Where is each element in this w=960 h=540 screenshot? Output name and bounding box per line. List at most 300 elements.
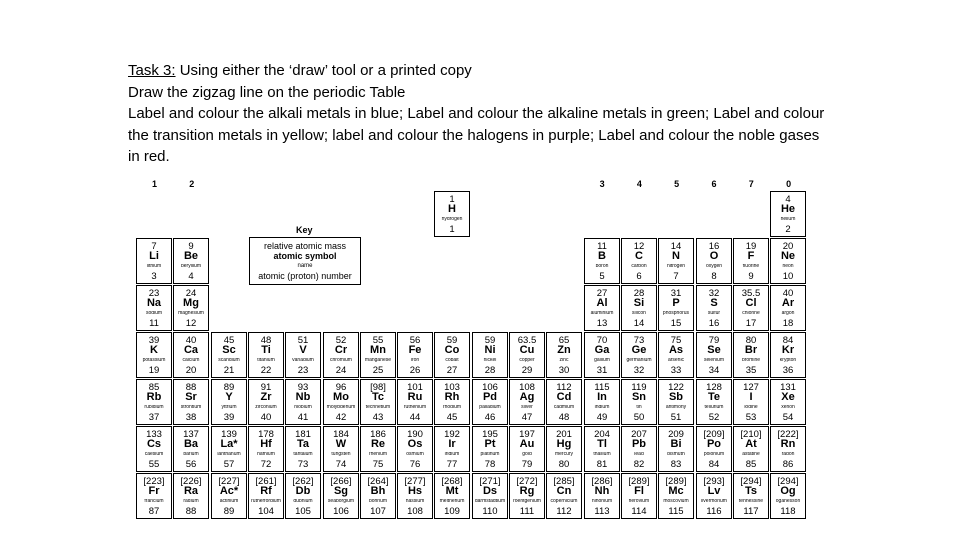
atomic-symbol: Hf xyxy=(260,438,272,450)
element-cell-v[interactable] xyxy=(285,332,321,378)
element-name: molybdenum xyxy=(326,405,356,410)
atomic-symbol: Fl xyxy=(634,485,644,497)
atomic-symbol: Nh xyxy=(594,485,610,497)
relative-atomic-mass: 103 xyxy=(444,382,460,393)
relative-atomic-mass: 101 xyxy=(407,382,423,393)
element-name: francium xyxy=(144,499,164,504)
atomic-symbol: Sr xyxy=(185,391,197,403)
element-cell-rf[interactable] xyxy=(248,473,284,519)
atomic-symbol: Ba xyxy=(183,438,199,450)
atomic-symbol: Si xyxy=(633,297,645,309)
atomic-symbol: Og xyxy=(780,485,796,497)
element-name: sodium xyxy=(145,311,163,316)
relative-atomic-mass: 24 xyxy=(185,288,197,299)
atomic-symbol: K xyxy=(150,344,158,356)
atomic-symbol: La* xyxy=(220,438,238,450)
element-cell-i[interactable] xyxy=(733,379,769,425)
atomic-symbol: In xyxy=(597,391,607,403)
element-cell-o[interactable] xyxy=(696,238,732,284)
atomic-number: 4 xyxy=(188,271,194,282)
element-name: thallium xyxy=(593,452,611,457)
atomic-symbol: Ar xyxy=(781,297,795,309)
relative-atomic-mass: 40 xyxy=(185,335,197,346)
atomic-number: 25 xyxy=(372,365,384,376)
atomic-number: 1 xyxy=(449,224,455,235)
element-cell-sb[interactable] xyxy=(658,379,694,425)
relative-atomic-mass: [226] xyxy=(180,476,202,487)
element-cell-at[interactable] xyxy=(733,426,769,472)
relative-atomic-mass: [286] xyxy=(591,476,613,487)
element-cell-ba[interactable] xyxy=(173,426,209,472)
atomic-symbol: Pb xyxy=(631,438,647,450)
atomic-number: 29 xyxy=(521,365,533,376)
element-cell-mo[interactable] xyxy=(323,379,359,425)
element-cell-ra[interactable] xyxy=(173,473,209,519)
atomic-number: 40 xyxy=(260,412,272,423)
atomic-number: 11 xyxy=(149,318,159,329)
element-cell-db[interactable] xyxy=(285,473,321,519)
atomic-number: 74 xyxy=(335,459,347,470)
element-name: niobium xyxy=(294,405,312,410)
element-cell-fe[interactable] xyxy=(397,332,433,378)
relative-atomic-mass: [271] xyxy=(479,476,501,487)
relative-atomic-mass: [266] xyxy=(330,476,352,487)
element-name: platinum xyxy=(480,452,500,457)
element-name: nitrogen xyxy=(666,264,686,269)
element-cell-pt[interactable] xyxy=(472,426,508,472)
atomic-symbol: Zr xyxy=(260,391,272,403)
atomic-number: 50 xyxy=(633,412,645,423)
atomic-number: 87 xyxy=(148,506,160,517)
atomic-number: 76 xyxy=(409,459,421,470)
element-cell-tl[interactable] xyxy=(584,426,620,472)
atomic-number: 110 xyxy=(482,506,498,517)
element-cell-hf[interactable] xyxy=(248,426,284,472)
atomic-number: 116 xyxy=(706,506,722,517)
relative-atomic-mass: 11 xyxy=(597,241,607,252)
relative-atomic-mass: 139 xyxy=(221,429,237,440)
atomic-number: 107 xyxy=(370,506,386,517)
relative-atomic-mass: 7 xyxy=(151,241,157,252)
relative-atomic-mass: 35.5 xyxy=(741,288,761,299)
element-cell-la[interactable] xyxy=(211,426,247,472)
atomic-number: 104 xyxy=(258,506,274,517)
atomic-symbol: C xyxy=(635,250,643,262)
atomic-number: 79 xyxy=(521,459,533,470)
relative-atomic-mass: 127 xyxy=(743,382,759,393)
atomic-number: 75 xyxy=(372,459,384,470)
atomic-number: 20 xyxy=(185,365,197,376)
element-name: nickel xyxy=(483,358,497,363)
element-cell-cs[interactable] xyxy=(136,426,172,472)
element-cell-c[interactable] xyxy=(621,238,657,284)
atomic-symbol: Zn xyxy=(557,344,571,356)
element-cell-tc[interactable] xyxy=(360,379,396,425)
atomic-symbol: Pt xyxy=(484,438,496,450)
atomic-symbol: Ag xyxy=(519,391,535,403)
element-cell-rn[interactable] xyxy=(770,426,806,472)
relative-atomic-mass: 91 xyxy=(260,382,272,393)
atomic-number: 26 xyxy=(409,365,421,376)
element-name: astatine xyxy=(742,452,760,457)
atomic-symbol: Fe xyxy=(408,344,422,356)
element-cell-bi[interactable] xyxy=(658,426,694,472)
atomic-symbol: Mn xyxy=(370,344,386,356)
atomic-symbol: Os xyxy=(407,438,423,450)
atomic-symbol: Ne xyxy=(780,250,796,262)
element-cell-mg[interactable] xyxy=(173,285,209,331)
atomic-number: 42 xyxy=(335,412,347,423)
element-name: moscovium xyxy=(663,499,689,504)
element-cell-y[interactable] xyxy=(211,379,247,425)
atomic-symbol: Sg xyxy=(333,485,349,497)
element-cell-zr[interactable] xyxy=(248,379,284,425)
atomic-symbol: Ds xyxy=(482,485,498,497)
atomic-number: 39 xyxy=(223,412,235,423)
element-name: osmium xyxy=(406,452,424,457)
element-name: lithium xyxy=(146,264,162,269)
relative-atomic-mass: 19 xyxy=(745,241,757,252)
element-name: cobalt xyxy=(445,358,459,363)
element-cell-ne[interactable] xyxy=(770,238,806,284)
element-cell-re[interactable] xyxy=(360,426,396,472)
relative-atomic-mass: 201 xyxy=(556,429,572,440)
element-name: caesium xyxy=(144,452,164,457)
atomic-symbol: Te xyxy=(707,391,721,403)
atomic-symbol: Ru xyxy=(407,391,423,403)
element-cell-br[interactable] xyxy=(733,332,769,378)
atomic-number: 85 xyxy=(745,459,757,470)
element-name: chromium xyxy=(330,358,352,363)
element-name: beryllium xyxy=(180,264,201,269)
relative-atomic-mass: [289] xyxy=(665,476,687,487)
relative-atomic-mass: 96 xyxy=(335,382,347,393)
relative-atomic-mass: 89 xyxy=(223,382,235,393)
atomic-number: 51 xyxy=(670,412,682,423)
element-cell-ru[interactable] xyxy=(397,379,433,425)
atomic-symbol: Co xyxy=(444,344,460,356)
relative-atomic-mass: 84 xyxy=(782,335,794,346)
relative-atomic-mass: 186 xyxy=(370,429,386,440)
relative-atomic-mass: 23 xyxy=(148,288,160,299)
element-name: copper xyxy=(519,358,535,363)
element-name: roentgenium xyxy=(513,499,541,504)
atomic-symbol: Br xyxy=(744,344,758,356)
relative-atomic-mass: 133 xyxy=(146,429,162,440)
element-cell-li[interactable] xyxy=(136,238,172,284)
atomic-number: 49 xyxy=(596,412,608,423)
element-name: tennessine xyxy=(738,499,764,504)
element-cell-w[interactable] xyxy=(323,426,359,472)
element-cell-f[interactable] xyxy=(733,238,769,284)
element-cell-in[interactable] xyxy=(584,379,620,425)
element-cell-se[interactable] xyxy=(696,332,732,378)
atomic-symbol: Kr xyxy=(781,344,795,356)
atomic-symbol: F xyxy=(747,250,755,262)
element-name: cadmium xyxy=(553,405,575,410)
element-cell-mt[interactable] xyxy=(434,473,470,519)
element-cell-fr[interactable] xyxy=(136,473,172,519)
relative-atomic-mass: 20 xyxy=(782,241,794,252)
atomic-symbol: Ti xyxy=(261,344,271,356)
element-cell-s[interactable] xyxy=(696,285,732,331)
relative-atomic-mass: 40 xyxy=(782,288,794,299)
element-cell-ti[interactable] xyxy=(248,332,284,378)
element-cell-p[interactable] xyxy=(658,285,694,331)
atomic-symbol: S xyxy=(710,297,718,309)
atomic-symbol: Re xyxy=(370,438,386,450)
relative-atomic-mass: 28 xyxy=(633,288,645,299)
element-cell-cd[interactable] xyxy=(546,379,582,425)
atomic-symbol: Mc xyxy=(668,485,684,497)
atomic-number: 105 xyxy=(295,506,311,517)
element-cell-mn[interactable] xyxy=(360,332,396,378)
element-name: nihonium xyxy=(591,499,613,504)
element-cell-rb[interactable] xyxy=(136,379,172,425)
relative-atomic-mass: 190 xyxy=(407,429,423,440)
atomic-symbol: Db xyxy=(295,485,311,497)
atomic-number: 28 xyxy=(484,365,496,376)
relative-atomic-mass: 14 xyxy=(670,241,682,252)
group-label: 0 xyxy=(786,179,792,189)
element-cell-ts[interactable] xyxy=(733,473,769,519)
element-name: meitnerium xyxy=(439,499,465,504)
atomic-number: 23 xyxy=(297,365,309,376)
atomic-number: 44 xyxy=(409,412,421,423)
element-cell-te[interactable] xyxy=(696,379,732,425)
element-cell-zn[interactable] xyxy=(546,332,582,378)
instruction-line-3: Label and colour the alkali metals in blue; Label and colour the alkaline metals in green; Label and colour the transition metals in yellow; label and colour the halogens in purple; Label and colour the noble gases in red. xyxy=(128,105,825,165)
atomic-number: 88 xyxy=(185,506,197,517)
atomic-symbol: Cr xyxy=(334,344,348,356)
relative-atomic-mass: [98] xyxy=(370,382,386,393)
element-name: rutherfordium xyxy=(251,499,281,504)
relative-atomic-mass: [285] xyxy=(553,476,575,487)
atomic-number: 22 xyxy=(260,365,272,376)
atomic-symbol: Hs xyxy=(407,485,423,497)
atomic-symbol: Pd xyxy=(482,391,498,403)
element-name: titanium xyxy=(257,358,275,363)
group-label: 4 xyxy=(636,179,642,189)
atomic-number: 5 xyxy=(599,271,605,282)
relative-atomic-mass: [277] xyxy=(404,476,426,487)
relative-atomic-mass: 12 xyxy=(633,241,645,252)
relative-atomic-mass: 48 xyxy=(260,335,272,346)
element-name: radon xyxy=(781,452,795,457)
element-cell-pb[interactable] xyxy=(621,426,657,472)
element-cell-bh[interactable] xyxy=(360,473,396,519)
element-cell-au[interactable] xyxy=(509,426,545,472)
atomic-symbol: Bi xyxy=(670,438,682,450)
relative-atomic-mass: 112 xyxy=(556,382,572,393)
element-cell-ds[interactable] xyxy=(472,473,508,519)
element-cell-pd[interactable] xyxy=(472,379,508,425)
element-cell-lv[interactable] xyxy=(696,473,732,519)
element-name: silicon xyxy=(632,311,646,316)
atomic-symbol: Rh xyxy=(444,391,460,403)
atomic-symbol: Tl xyxy=(597,438,607,450)
group-label: 6 xyxy=(711,179,717,189)
element-cell-ca[interactable] xyxy=(173,332,209,378)
atomic-symbol: Cs xyxy=(146,438,162,450)
element-cell-sc[interactable] xyxy=(211,332,247,378)
element-cell-os[interactable] xyxy=(397,426,433,472)
atomic-symbol: Ge xyxy=(631,344,647,356)
relative-atomic-mass: 195 xyxy=(482,429,498,440)
atomic-symbol: Xe xyxy=(781,391,795,403)
element-name: yttrium xyxy=(221,405,237,410)
element-name: iodine xyxy=(744,405,758,410)
element-cell-ir[interactable] xyxy=(434,426,470,472)
atomic-symbol: Na xyxy=(146,297,162,309)
element-cell-sr[interactable] xyxy=(173,379,209,425)
relative-atomic-mass: 192 xyxy=(444,429,460,440)
atomic-number: 106 xyxy=(333,506,349,517)
element-cell-hs[interactable] xyxy=(397,473,433,519)
element-cell-nb[interactable] xyxy=(285,379,321,425)
atomic-number: 53 xyxy=(745,412,757,423)
atomic-number: 45 xyxy=(446,412,458,423)
element-cell-sn[interactable] xyxy=(621,379,657,425)
element-cell-h[interactable] xyxy=(434,191,470,237)
relative-atomic-mass: [227] xyxy=(218,476,240,487)
element-cell-nh[interactable] xyxy=(584,473,620,519)
element-cell-ge[interactable] xyxy=(621,332,657,378)
atomic-number: 34 xyxy=(708,365,720,376)
element-name: copernicium xyxy=(550,499,578,504)
atomic-number: 52 xyxy=(708,412,720,423)
element-cell-al[interactable] xyxy=(584,285,620,331)
element-cell-rh[interactable] xyxy=(434,379,470,425)
relative-atomic-mass: 115 xyxy=(594,382,610,393)
element-name: bismuth xyxy=(667,452,685,457)
relative-atomic-mass: 181 xyxy=(295,429,311,440)
element-name: polonium xyxy=(703,452,725,457)
atomic-symbol: Sb xyxy=(668,391,684,403)
relative-atomic-mass: [268] xyxy=(441,476,463,487)
element-cell-cn[interactable] xyxy=(546,473,582,519)
atomic-symbol: At xyxy=(745,438,757,450)
atomic-number: 27 xyxy=(446,365,458,376)
element-cell-ag[interactable] xyxy=(509,379,545,425)
element-cell-og[interactable] xyxy=(770,473,806,519)
relative-atomic-mass: [261] xyxy=(255,476,277,487)
atomic-symbol: Bh xyxy=(370,485,386,497)
atomic-symbol: Rg xyxy=(519,485,535,497)
task-title: Task 3: xyxy=(128,62,176,79)
element-cell-as[interactable] xyxy=(658,332,694,378)
element-cell-be[interactable] xyxy=(173,238,209,284)
element-cell-kr[interactable] xyxy=(770,332,806,378)
element-cell-ac[interactable] xyxy=(211,473,247,519)
atomic-number: 8 xyxy=(711,271,717,282)
atomic-number: 30 xyxy=(558,365,570,376)
relative-atomic-mass: 204 xyxy=(594,429,610,440)
atomic-number: 15 xyxy=(670,318,682,329)
atomic-number: 21 xyxy=(223,365,235,376)
atomic-number: 108 xyxy=(407,506,423,517)
atomic-symbol: Al xyxy=(596,297,608,309)
element-name: carbon xyxy=(631,264,647,269)
element-cell-cr[interactable] xyxy=(323,332,359,378)
key-atomic-number: atomic (proton) number xyxy=(258,271,352,281)
element-cell-n[interactable] xyxy=(658,238,694,284)
element-cell-hg[interactable] xyxy=(546,426,582,472)
element-name: actinium xyxy=(219,499,239,504)
atomic-symbol: Nb xyxy=(295,391,311,403)
element-cell-co[interactable] xyxy=(434,332,470,378)
element-name: radium xyxy=(183,499,199,504)
element-name: helium xyxy=(780,217,796,222)
element-cell-he[interactable] xyxy=(770,191,806,237)
element-cell-rg[interactable] xyxy=(509,473,545,519)
atomic-symbol: Cn xyxy=(556,485,572,497)
atomic-number: 115 xyxy=(668,506,684,517)
element-cell-na[interactable] xyxy=(136,285,172,331)
relative-atomic-mass: 209 xyxy=(668,429,684,440)
atomic-number: 9 xyxy=(748,271,754,282)
element-cell-ni[interactable] xyxy=(472,332,508,378)
atomic-symbol: Cd xyxy=(556,391,572,403)
element-name: krypton xyxy=(779,358,797,363)
relative-atomic-mass: [262] xyxy=(292,476,314,487)
element-cell-ar[interactable] xyxy=(770,285,806,331)
element-cell-k[interactable] xyxy=(136,332,172,378)
relative-atomic-mass: 178 xyxy=(258,429,274,440)
relative-atomic-mass: 51 xyxy=(297,335,309,346)
atomic-number: 33 xyxy=(670,365,682,376)
element-name: calcium xyxy=(182,358,200,363)
element-cell-sg[interactable] xyxy=(323,473,359,519)
element-cell-ga[interactable] xyxy=(584,332,620,378)
element-cell-ta[interactable] xyxy=(285,426,321,472)
atomic-symbol: Mt xyxy=(445,485,459,497)
element-name: flerovium xyxy=(628,499,650,504)
relative-atomic-mass: [294] xyxy=(777,476,799,487)
element-name: hydrogen xyxy=(441,217,463,222)
relative-atomic-mass: 207 xyxy=(631,429,647,440)
group-label: 5 xyxy=(674,179,680,189)
element-cell-si[interactable] xyxy=(621,285,657,331)
element-cell-po[interactable] xyxy=(696,426,732,472)
key-title: Key xyxy=(296,225,313,235)
element-name: manganese xyxy=(364,358,392,363)
element-cell-xe[interactable] xyxy=(770,379,806,425)
atomic-number: 41 xyxy=(297,412,309,423)
atomic-symbol: Se xyxy=(707,344,721,356)
atomic-number: 37 xyxy=(148,412,160,423)
element-cell-cl[interactable] xyxy=(733,285,769,331)
element-name: arsenic xyxy=(667,358,685,363)
atomic-number: 6 xyxy=(636,271,642,282)
relative-atomic-mass: 131 xyxy=(780,382,796,393)
atomic-symbol: Mo xyxy=(333,391,349,403)
element-name: livermorium xyxy=(701,499,727,504)
element-cell-cu[interactable] xyxy=(509,332,545,378)
element-name: zinc xyxy=(559,358,569,363)
group-label: 2 xyxy=(189,179,195,189)
element-name: germanium xyxy=(626,358,652,363)
atomic-symbol: Po xyxy=(706,438,722,450)
element-cell-mc[interactable] xyxy=(658,473,694,519)
atomic-number: 31 xyxy=(596,365,608,376)
element-cell-fl[interactable] xyxy=(621,473,657,519)
element-name: seaborgium xyxy=(327,499,355,504)
element-cell-b[interactable] xyxy=(584,238,620,284)
atomic-symbol: Ra xyxy=(183,485,199,497)
key-atomic-symbol: atomic symbol xyxy=(273,251,337,261)
atomic-number: 48 xyxy=(558,412,570,423)
